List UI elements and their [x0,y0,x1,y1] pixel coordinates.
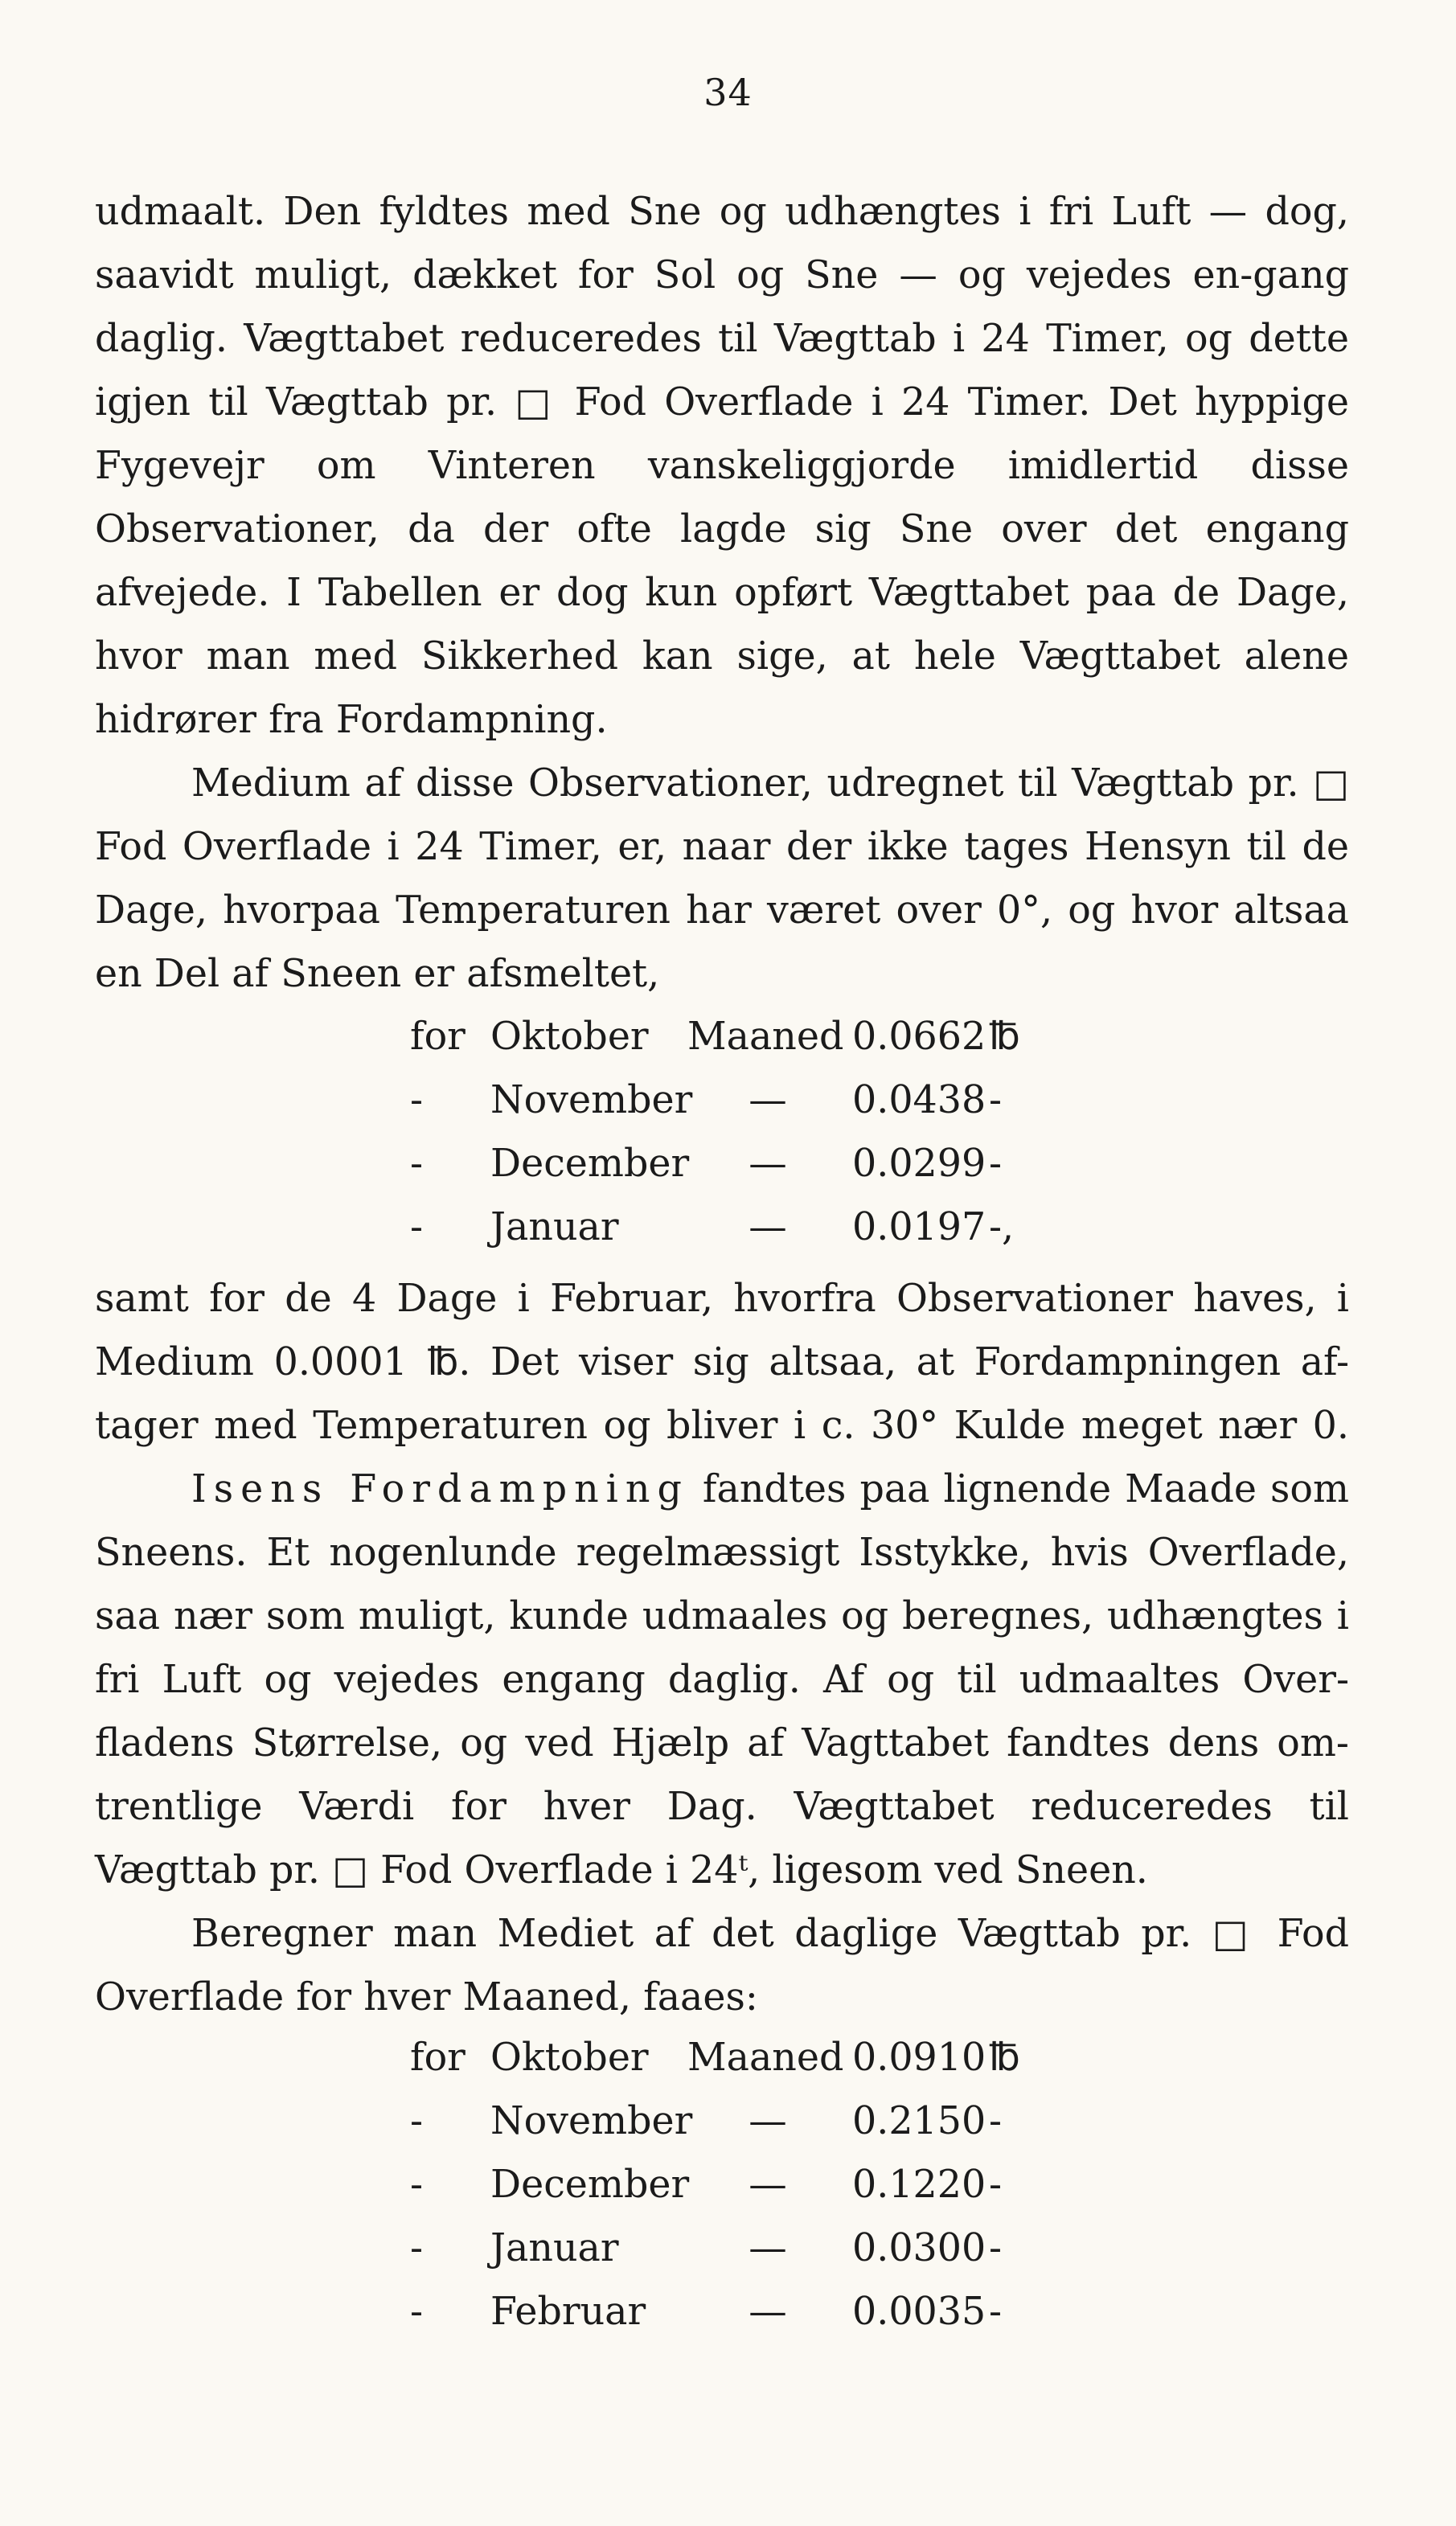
row-value: 0.0300 [852,2226,986,2270]
row-ditto: — [749,2226,787,2270]
row-unit: ℔ [989,1015,1020,1059]
row-value: 0.0035 [852,2290,986,2334]
row-unit: - [989,2226,1003,2270]
row-value: 0.0197 [852,1205,986,1249]
row-month: Februar [490,2290,646,2334]
row-unit: - [989,2163,1003,2207]
row-ditto: — [749,2099,787,2143]
row-prefix: - [410,1142,424,1186]
spaced-heading: Isens Fordampning [191,1467,689,1511]
row-ditto: — [749,2163,787,2207]
paragraph-ice-evaporation [95,1458,1349,1902]
table-row [0,2026,1456,2089]
row-value: 0.0299 [852,1142,986,1186]
paragraph-medium-intro: Medium af disse Observationer, udregnet til Vægttab pr. □ Fod Overflade i 24 Timer, er, naar der ikke tages Hensyn til de Dage, hvorpaa Temperaturen har været over 0°, og hvor altsaa en Del af Sneen er afsmeltet, [95,761,1349,996]
row-unit: - [989,2099,1003,2143]
row-value: 0.0910 [852,2036,986,2080]
row-maaned: Maaned [687,2036,844,2080]
text-line: tager med Temperaturen og bliver i c. 30° Kulde meget nær 0. [95,1404,1349,1448]
table-snow-evaporation [0,1005,1456,1259]
page-number: 34 [703,71,753,114]
table-ice-evaporation [0,2026,1456,2344]
row-ditto: — [749,1078,787,1122]
row-unit: - [989,1142,1003,1186]
text-block-lower [95,1267,1349,2029]
row-month: November [490,2099,693,2143]
row-prefix: for [410,1015,466,1059]
table-row [0,1195,1456,1259]
row-unit: - [989,2290,1003,2334]
table-row [0,1132,1456,1195]
table-row [0,1068,1456,1132]
text-line: samt for de 4 Dage i Februar, hvorfra Observationer haves, i [95,1277,1349,1321]
row-prefix: for [410,2036,466,2080]
row-month: Januar [490,2226,619,2270]
row-prefix: - [410,2099,424,2143]
table-row [0,2089,1456,2153]
row-unit: -, [989,1205,1015,1249]
table-row [0,1005,1456,1068]
paragraph-monthly-mean: Beregner man Mediet af det daglige Vægttab pr. □ Fod Overflade for hver Maaned, faaes: [95,1912,1349,2020]
row-month: November [490,1078,693,1122]
row-month: December [490,2163,690,2207]
row-prefix: - [410,2290,424,2334]
paragraph-ice-body: fandtes paa lignende Maade som Sneens. Et nogenlunde regelmæssigt Isstykke, hvis Overflade, saa nær som muligt, kunde udmaales og beregnes, udhængtes i fri Luft og vejedes engang daglig. Af og til udmaaltes Over-fladens Størrelse, og ved Hjælp af Vagttabet fandtes dens om-trentlige Værdi for hver Dag. Vægttabet reduceredes til Vægttab pr. □ Fod Overflade i 24ᵗ, ligesom ved Sneen. [95,1467,1350,1892]
text-line: Medium 0.0001 ℔. Det viser sig altsaa, at Fordampningen af- [95,1340,1349,1384]
paragraph-february-note [95,1267,1349,1458]
row-ditto: — [749,2290,787,2334]
row-value: 0.1220 [852,2163,986,2207]
table-row [0,2216,1456,2280]
row-ditto: — [749,1205,787,1249]
row-maaned: Maaned [687,1015,844,1059]
row-value: 0.0662 [852,1015,986,1059]
row-month: Oktober [490,2036,649,2080]
row-unit: - [989,1078,1003,1122]
row-prefix: - [410,1078,424,1122]
row-month: December [490,1142,690,1186]
row-value: 0.2150 [852,2099,986,2143]
row-value: 0.0438 [852,1078,986,1122]
row-month: Januar [490,1205,619,1249]
row-prefix: - [410,2163,424,2207]
table-row [0,2153,1456,2216]
table-row [0,2280,1456,2344]
row-prefix: - [410,2226,424,2270]
row-unit: ℔ [989,2036,1020,2080]
text-block-upper [95,180,1349,1006]
row-month: Oktober [490,1015,649,1059]
row-prefix: - [410,1205,424,1249]
row-ditto: — [749,1142,787,1186]
paragraph-measurement-method: udmaalt. Den fyldtes med Sne og udhængtes i fri Luft — dog, saavidt muligt, dækket for Sol og Sne — og vejedes en-gang daglig. Vægttabet reduceredes til Vægttab i 24 Timer, og dette igjen til Vægttab pr. □ Fod Overflade i 24 Timer. Det hyppige Fygevejr om Vinteren vanskeliggjorde imidlertid disse Observationer, da der ofte lagde sig Sne over det engang afvejede. I Tabellen er dog kun opført Vægttabet paa de Dage, hvor man med Sikkerhed kan sige, at hele Vægttabet alene hidrører fra Fordampning. [95,190,1349,742]
